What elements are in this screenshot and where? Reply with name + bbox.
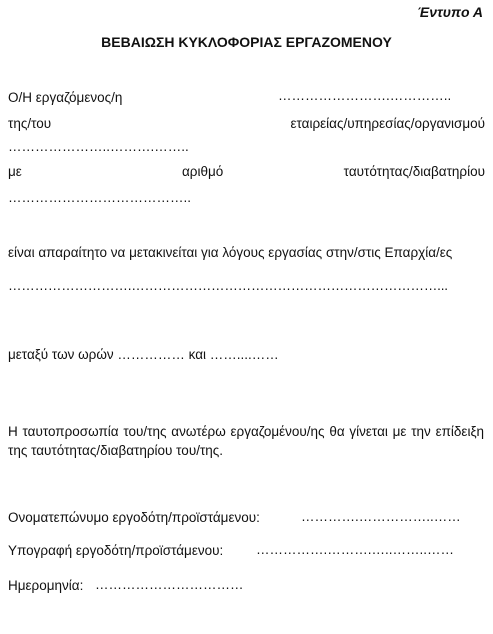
company-suffix: εταιρείας/υπηρεσίας/οργανισμού <box>290 116 485 131</box>
employer-signature-label: Υπογραφή εργοδότη/προϊστάμενου: <box>8 543 224 558</box>
purpose-text: είναι απαραίτητο να μετακινείται για λόγους εργασίας στην/στις Επαρχία/ες <box>8 245 453 260</box>
id-word-number: αριθμό <box>182 164 224 179</box>
hours-text: μεταξύ των ωρών …………… και ……....…… <box>8 347 279 362</box>
employer-name-label: Ονοματεπώνυμο εργοδότη/προϊστάμενου: <box>8 510 260 525</box>
identification-note: Η ταυτοπροσωπία του/της ανωτέρω εργαζομένου/ης θα γίνεται με την επίδειξη της ταυτότητας/διαβατηρίου του/της. <box>8 424 484 458</box>
id-word-with: με <box>8 164 22 179</box>
employee-blank[interactable]: …………………….………….. <box>278 88 452 103</box>
employee-label: Ο/Η εργαζόμενος/η <box>8 90 123 105</box>
date-blank[interactable]: …………………………… <box>95 577 244 592</box>
id-word-document: ταυτότητας/διαβατηρίου <box>343 164 485 179</box>
company-label: της/του <box>8 116 52 131</box>
company-blank[interactable]: …………………..……….…….. <box>8 139 189 154</box>
document-title: ΒΕΒΑΙΩΣΗ ΚΥΚΛΟΦΟΡΙΑΣ ΕΡΓΑΖΟΜΕΝΟΥ <box>101 34 392 50</box>
employer-name-blank[interactable]: ………….……………..…… <box>301 509 461 524</box>
employer-signature-blank[interactable]: …………….……….…..……..…… <box>256 542 455 557</box>
form-label: Έντυπο Α <box>417 4 483 20</box>
date-label: Ημερομηνία: <box>8 578 84 593</box>
region-blank[interactable]: ……………………….……………………………………………………………... <box>8 278 448 293</box>
id-number-blank[interactable]: ………………………………….. <box>8 190 192 205</box>
